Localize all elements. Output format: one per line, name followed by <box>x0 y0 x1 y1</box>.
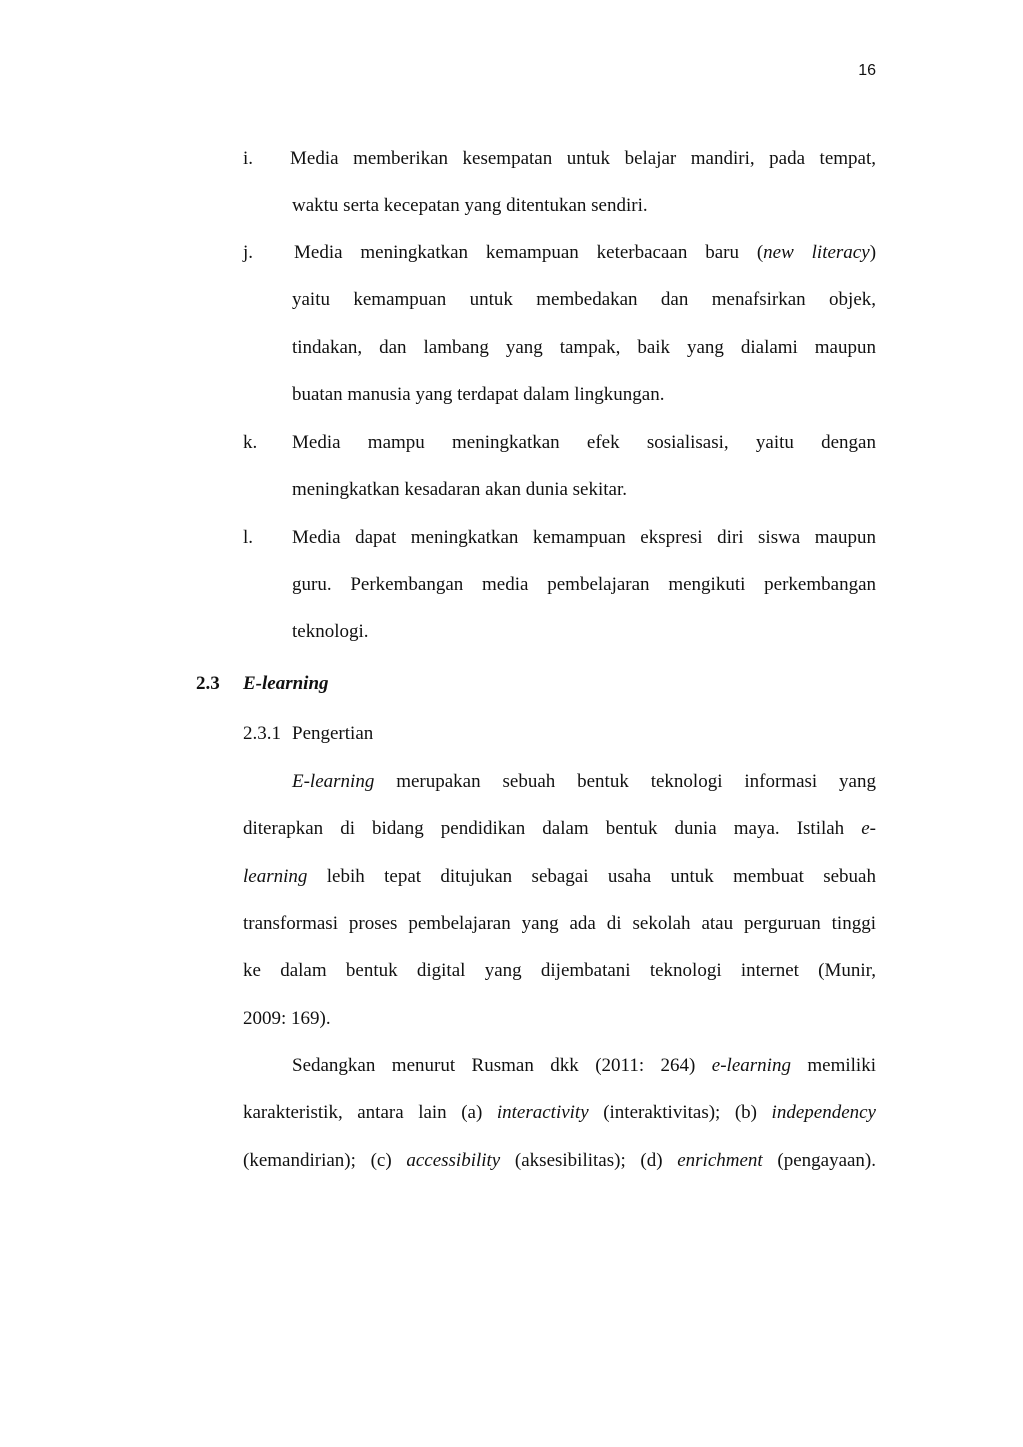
paragraph-line: ke dalam bentuk digital yang dijembatani teknologi internet (Munir, <box>243 960 876 981</box>
paragraph-line: transformasi proses pembelajaran yang ada di sekolah atau perguruan tinggi <box>243 913 876 934</box>
list-item-line: teknologi. <box>292 621 369 642</box>
list-item-line: tindakan, dan lambang yang tampak, baik yang dialami maupun <box>292 337 876 358</box>
section-title: E-learning <box>243 673 329 694</box>
paragraph-line: Sedangkan menurut Rusman dkk (2011: 264) e-learning memiliki <box>292 1055 876 1076</box>
list-marker: j. <box>243 242 254 263</box>
list-item-line: guru. Perkembangan media pembelajaran mengikuti perkembangan <box>292 574 876 595</box>
list-item-line: waktu serta kecepatan yang ditentukan sendiri. <box>292 195 648 216</box>
list-item-line: Media dapat meningkatkan kemampuan ekspresi diri siswa maupun <box>292 527 876 548</box>
subsection-title: Pengertian <box>292 723 374 744</box>
list-item-line: buatan manusia yang terdapat dalam lingkungan. <box>292 384 665 405</box>
list-item-line: yaitu kemampuan untuk membedakan dan menafsirkan objek, <box>292 289 876 310</box>
paragraph-line: 2009: 169). <box>243 1008 331 1029</box>
paragraph-line: E-learning merupakan sebuah bentuk teknologi informasi yang <box>292 771 876 792</box>
paragraph-line: karakteristik, antara lain (a) interactivity (interaktivitas); (b) independency <box>243 1102 876 1123</box>
paragraph-line: learning lebih tepat ditujukan sebagai usaha untuk membuat sebuah <box>243 866 876 887</box>
list-item-line: Media mampu meningkatkan efek sosialisasi, yaitu dengan <box>292 432 876 453</box>
page-number: 16 <box>858 62 876 79</box>
list-item-line: meningkatkan kesadaran akan dunia sekitar. <box>292 479 628 500</box>
list-item-line: Media meningkatkan kemampuan keterbacaan baru (new literacy) <box>294 242 877 263</box>
paragraph-line: (kemandirian); (c) accessibility (aksesibilitas); (d) enrichment (pengayaan). <box>243 1150 877 1171</box>
list-item-line: Media memberikan kesempatan untuk belajar mandiri, pada tempat, <box>290 148 876 169</box>
list-marker: l. <box>243 527 254 548</box>
subsection-number: 2.3.1 <box>243 723 281 744</box>
list-marker: i. <box>243 148 254 169</box>
list-marker: k. <box>243 432 258 453</box>
paragraph-line: diterapkan di bidang pendidikan dalam bentuk dunia maya. Istilah e- <box>243 818 876 839</box>
section-number: 2.3 <box>196 673 220 694</box>
